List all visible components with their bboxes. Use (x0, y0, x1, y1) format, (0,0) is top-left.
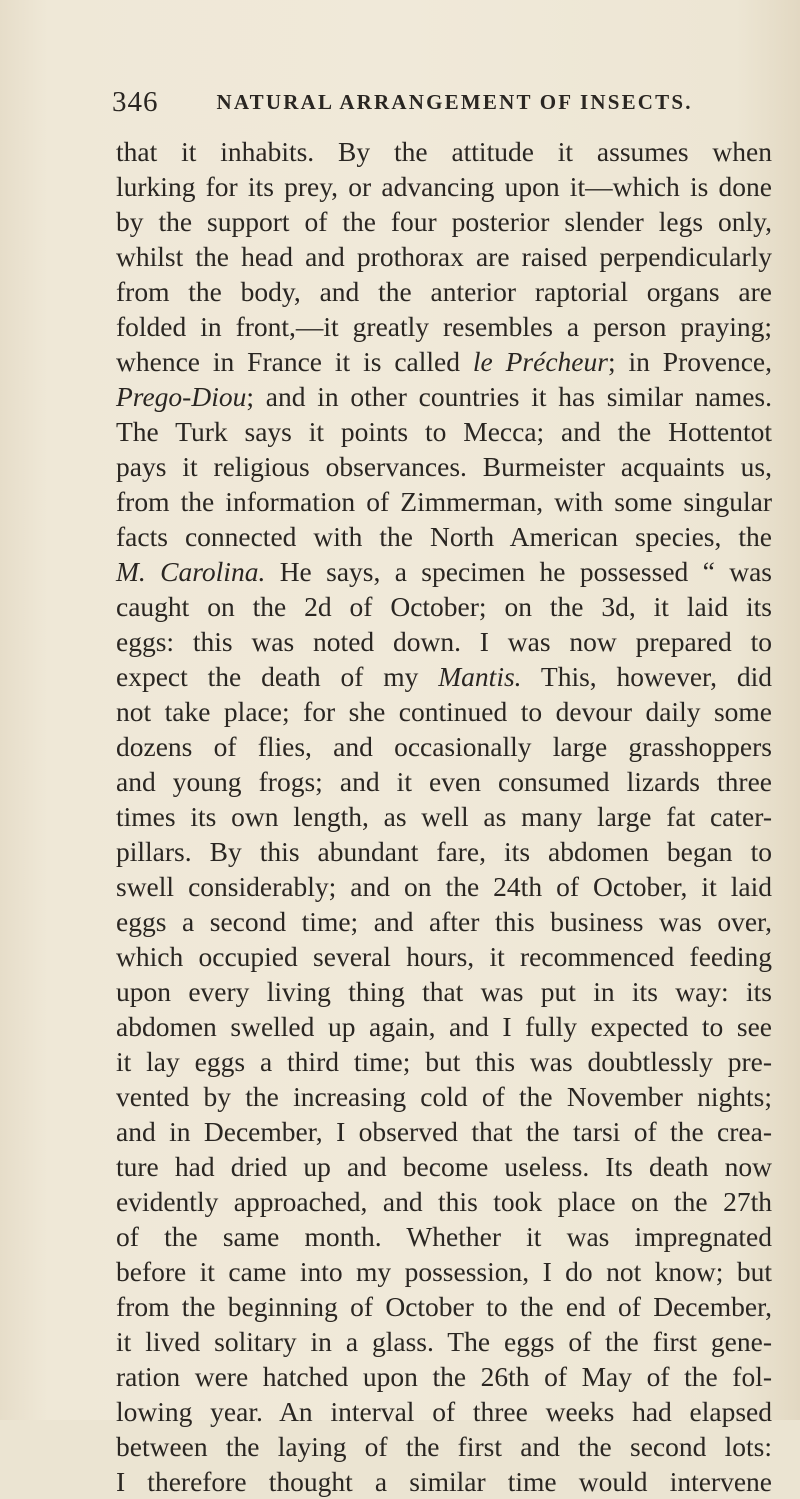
text-line (116, 1394, 772, 1429)
text-line (116, 344, 772, 379)
text-line (116, 1009, 772, 1044)
italic-text: Mantis. (438, 661, 522, 692)
text-segment: of the same month. Whether it was impregnated (116, 1221, 772, 1252)
text-segment: and young frogs; and it even consumed lizards three (116, 766, 772, 797)
text-line (116, 764, 772, 799)
text-line (116, 274, 772, 309)
text-segment: pillars. By this abundant fare, its abdomen began to (116, 836, 772, 867)
text-line (116, 449, 772, 484)
text-line (116, 939, 772, 974)
text-line (116, 904, 772, 939)
text-segment: ture had dried up and become useless. Its death now (116, 1151, 772, 1182)
text-line (116, 729, 772, 764)
text-line (116, 519, 772, 554)
page-number: 346 (112, 85, 159, 118)
text-segment: The Turk says it points to Mecca; and the Hottentot (116, 416, 772, 447)
italic-text: Prego-Diou (116, 381, 247, 412)
text-segment: whilst the head and prothorax are raised perpendicularly (116, 241, 772, 272)
text-segment: whence in France it is called (116, 346, 473, 377)
text-segment: it lay eggs a third time; but this was doubtlessly pre- (116, 1046, 772, 1077)
text-line (116, 484, 772, 519)
text-line (116, 1464, 772, 1499)
text-segment: eggs a second time; and after this business was over, (116, 906, 772, 937)
text-line (116, 974, 772, 1009)
text-line (116, 834, 772, 869)
text-line (116, 589, 772, 624)
text-line (116, 1219, 772, 1254)
text-segment: lowing year. An interval of three weeks had elapsed (116, 1396, 772, 1427)
text-line (116, 1289, 772, 1324)
text-segment: ; and in other countries it has similar names. (246, 381, 772, 412)
text-segment: folded in front,—it greatly resembles a person praying; (116, 311, 772, 342)
text-segment: by the support of the four posterior slender legs only, (116, 206, 772, 237)
text-line (116, 1044, 772, 1079)
text-segment: vented by the increasing cold of the November nights; (116, 1081, 772, 1112)
text-line (116, 1324, 772, 1359)
text-segment: He says, a specimen he possessed “ was (265, 556, 772, 587)
text-line (116, 554, 772, 589)
text-segment: that it inhabits. By the attitude it assumes when (116, 136, 772, 167)
text-segment: times its own length, as well as many large fat cater- (116, 801, 772, 832)
text-line (116, 379, 772, 414)
text-line (116, 694, 772, 729)
text-line (116, 169, 772, 204)
text-segment: abdomen swelled up again, and I fully expected to see (116, 1011, 772, 1042)
text-segment: and in December, I observed that the tarsi of the crea- (116, 1116, 772, 1147)
text-segment: between the laying of the first and the second lots: (116, 1431, 772, 1462)
text-segment: caught on the 2d of October; on the 3d, it laid its (116, 591, 772, 622)
text-segment: it lived solitary in a glass. The eggs of the first gene- (116, 1326, 772, 1357)
text-line (116, 1254, 772, 1289)
text-segment: eggs: this was noted down. I was now prepared to (116, 626, 772, 657)
text-line (116, 1359, 772, 1394)
text-line (116, 659, 772, 694)
text-segment: lurking for its prey, or advancing upon it—which is done (116, 171, 772, 202)
text-line (116, 134, 772, 169)
running-title: NATURAL ARRANGEMENT OF INSECTS. (216, 89, 693, 114)
text-line (116, 1149, 772, 1184)
text-line (116, 309, 772, 344)
text-segment: swell considerably; and on the 24th of October, it laid (116, 871, 772, 902)
text-line (116, 204, 772, 239)
text-line (116, 1079, 772, 1114)
text-segment: from the beginning of October to the end of December, (116, 1291, 772, 1322)
text-segment: from the body, and the anterior raptorial organs are (116, 276, 772, 307)
running-head (112, 82, 772, 122)
text-segment: evidently approached, and this took place on the 27th (116, 1186, 772, 1217)
text-segment: facts connected with the North American species, the (116, 521, 772, 552)
text-segment: This, however, did (521, 661, 772, 692)
text-segment: ; in Provence, (607, 346, 772, 377)
text-segment: upon every living thing that was put in its way: its (116, 976, 772, 1007)
text-segment: before it came into my possession, I do not know; but (116, 1256, 772, 1287)
text-segment: which occupied several hours, it recommenced feeding (116, 941, 772, 972)
text-segment: not take place; for she continued to devour daily some (116, 696, 772, 727)
text-line (116, 869, 772, 904)
text-segment: pays it religious observances. Burmeister acquaints us, (116, 451, 772, 482)
text-segment: dozens of flies, and occasionally large grasshoppers (116, 731, 772, 762)
text-segment: I therefore thought a similar time would intervene (116, 1466, 772, 1497)
text-line (116, 624, 772, 659)
text-line (116, 1114, 772, 1149)
text-segment: ration were hatched upon the 26th of May of the fol- (116, 1361, 772, 1392)
text-line (116, 1184, 772, 1219)
body-text (116, 134, 772, 1499)
italic-text: M. Carolina. (116, 556, 266, 587)
text-line (116, 414, 772, 449)
text-line (116, 1429, 772, 1464)
text-line (116, 239, 772, 274)
text-segment: from the information of Zimmerman, with some singular (116, 486, 772, 517)
text-line (116, 799, 772, 834)
italic-text: le Précheur (472, 346, 608, 377)
text-segment: expect the death of my (116, 661, 439, 692)
